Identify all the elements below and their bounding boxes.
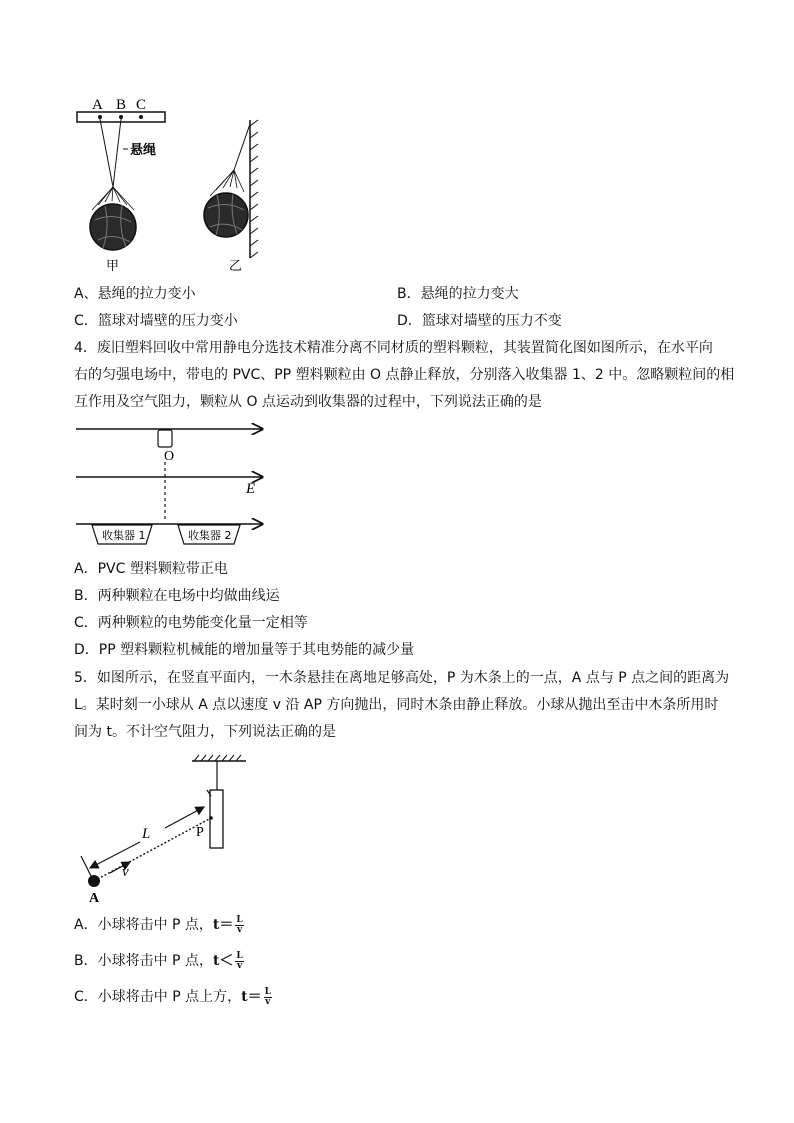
collector-1-label: 收集器 1 (102, 529, 146, 542)
point-b-dot (119, 115, 123, 119)
point-p-label: P (196, 825, 204, 840)
point-a-dot (98, 115, 102, 119)
q5-option-b-relation: t＜ (212, 953, 234, 969)
q5-option-c (74, 987, 272, 1007)
q3-option-a: A、悬绳的拉力变小 (74, 286, 196, 302)
q4-option-c: C．两种颗粒的电势能变化量一定相等 (74, 615, 308, 631)
q3-option-c: C．篮球对墙壁的压力变小 (74, 313, 238, 329)
point-a-label: A (89, 891, 100, 906)
label-jia: 甲 (106, 259, 120, 274)
q4-stem-line3: 互作用及空气阻力，颗粒从 O 点运动到收集器的过程中，下列说法正确的是 (74, 394, 542, 410)
q5-option-c-text: C．小球将击中 P 点上方， (74, 989, 242, 1005)
fraction-l-over-v: $\frac{L}{v}$ (236, 950, 243, 971)
label-a: A (92, 97, 103, 113)
basketball-jia (90, 204, 136, 250)
label-b: B (116, 97, 127, 113)
basketball-yi (204, 193, 248, 237)
point-c-dot (139, 115, 143, 119)
q4-option-d: D．PP 塑料颗粒机械能的增加量等于其电势能的减少量 (74, 642, 415, 658)
q4-option-a: A．PVC 塑料颗粒带正电 (74, 561, 228, 577)
label-yi: 乙 (229, 259, 243, 274)
ball-a (88, 875, 100, 887)
collector-2-label: 收集器 2 (188, 529, 232, 542)
fraction-l-over-v: $\frac{L}{v}$ (264, 986, 271, 1007)
rope-label: 悬绳 (130, 143, 157, 158)
length-label: L (142, 826, 151, 842)
q5-option-a (74, 915, 244, 935)
q5-stem-line1: 5．如图所示，在竖直平面内，一木条悬挂在离地足够高处，P 为木条上的一点，A 点与 P 点之间的距离为 (74, 670, 730, 686)
fraction-l-over-v: $\frac{L}{v}$ (236, 914, 243, 935)
point-o-label: O (164, 449, 175, 464)
q4-figure (70, 418, 270, 548)
q4-option-b: B．两种颗粒在电场中均做曲线运 (74, 588, 280, 604)
q4-stem-line2: 右的匀强电场中，带电的 PVC、PP 塑料颗粒由 O 点静止释放，分别落入收集器 1、2 中。忽略颗粒间的相 (74, 367, 735, 383)
field-e-label: E (246, 481, 256, 497)
hopper (158, 430, 172, 447)
q5-option-a-relation: t＝ (212, 917, 234, 933)
length-arrow-1 (90, 842, 140, 868)
q5-option-b (74, 951, 244, 971)
label-c: C (136, 97, 147, 113)
q5-figure (70, 752, 260, 907)
velocity-label: v (122, 864, 129, 880)
q5-option-a-text: A．小球将击中 P 点， (74, 917, 213, 933)
q5-option-b-text: B．小球将击中 P 点， (74, 953, 213, 969)
q3-figure (70, 92, 270, 277)
q5-stem-line2: L。某时刻一小球从 A 点以速度 v 沿 AP 方向抛出，同时木条由静止释放。小球从抛出至击中木条所用时 (74, 697, 719, 713)
q3-option-d: D．篮球对墙壁的压力不变 (397, 313, 562, 329)
q5-stem-line3: 间为 t。不计空气阻力，下列说法正确的是 (74, 724, 336, 740)
q4-stem-line1: 4．废旧塑料回收中常用静电分选技术精准分离不同材质的塑料颗粒，其装置简化图如图所示，在水平向 (74, 340, 713, 356)
net-yi (210, 170, 244, 196)
q3-option-b: B．悬绳的拉力变大 (397, 286, 519, 302)
q5-option-c-relation: t＝ (241, 989, 262, 1005)
